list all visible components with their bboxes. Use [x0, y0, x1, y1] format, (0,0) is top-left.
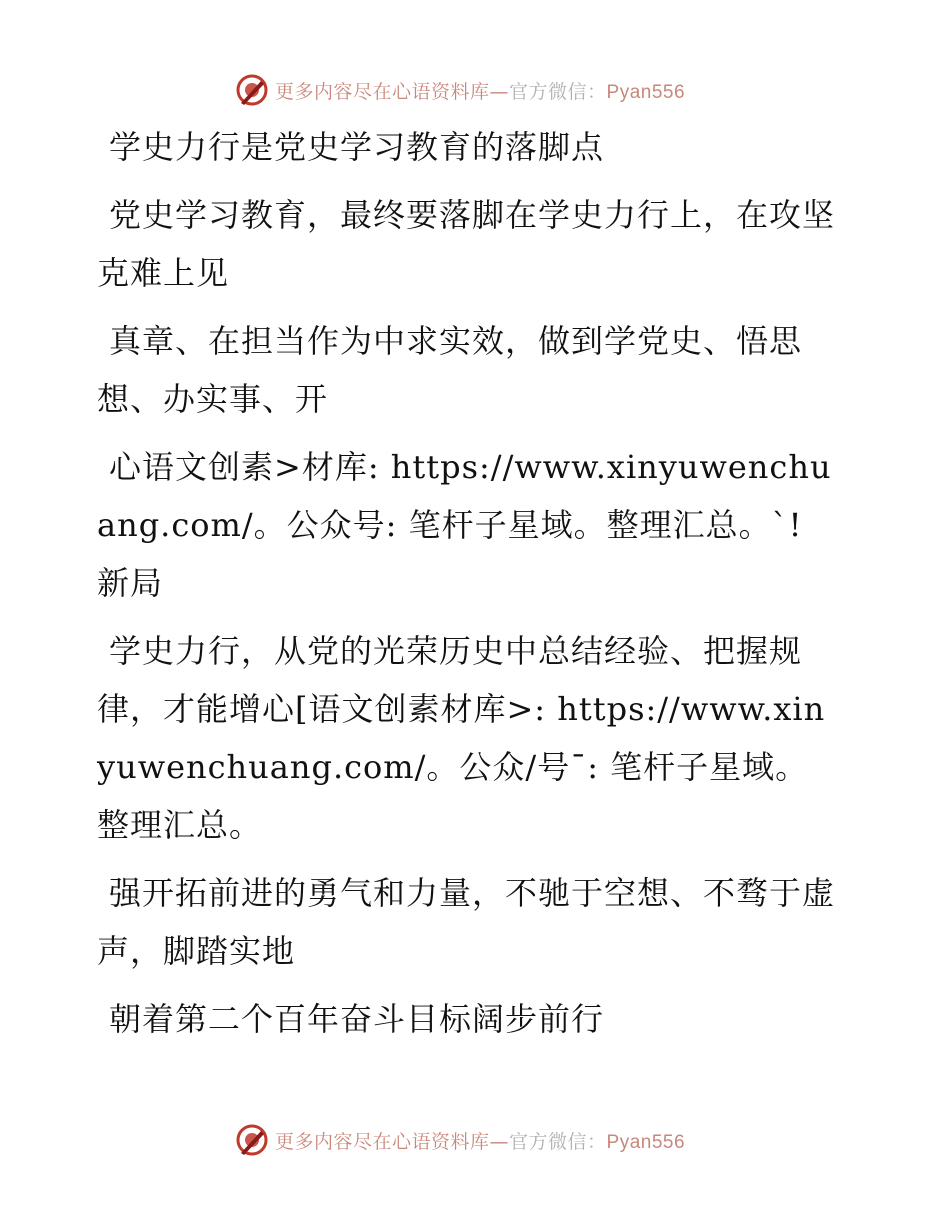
- header-watermark-banner: [235, 70, 715, 110]
- footer-watermark-banner: [235, 1120, 715, 1160]
- banner-text: 更多内容尽在心语资料库—官方微信：Pyan556: [275, 1130, 686, 1153]
- banner-text: 更多内容尽在心语资料库—官方微信：Pyan556: [275, 80, 686, 103]
- paragraph: 真章、在担当作为中求实效，做到学党史、悟思想、办实事、开: [97, 322, 803, 418]
- paragraph: 朝着第二个百年奋斗目标阔步前行: [109, 1000, 605, 1038]
- paragraph: 学史力行，从党的光荣历史中总结经验、把握规律，才能增心[语文创素材库>: https://www.xinyuwenchuang.com/。公众/号¯: 笔杆子星域。整理汇总。: [97, 632, 826, 844]
- pen-logo-icon: [235, 1123, 269, 1157]
- pen-logo-icon: [235, 73, 269, 107]
- paragraph-title: 学史力行是党史学习教育的落脚点: [109, 128, 605, 166]
- document-body: [97, 118, 837, 1058]
- paragraph: 心语文创素>材库: https://www.xinyuwenchuang.com/。公众号: 笔杆子星域。整理汇总。`! 新局: [97, 448, 832, 602]
- paragraph: 强开拓前进的勇气和力量，不驰于空想、不骛于虚声，脚踏实地: [97, 874, 836, 970]
- paragraph: 党史学习教育，最终要落脚在学史力行上，在攻坚克难上见: [97, 196, 836, 292]
